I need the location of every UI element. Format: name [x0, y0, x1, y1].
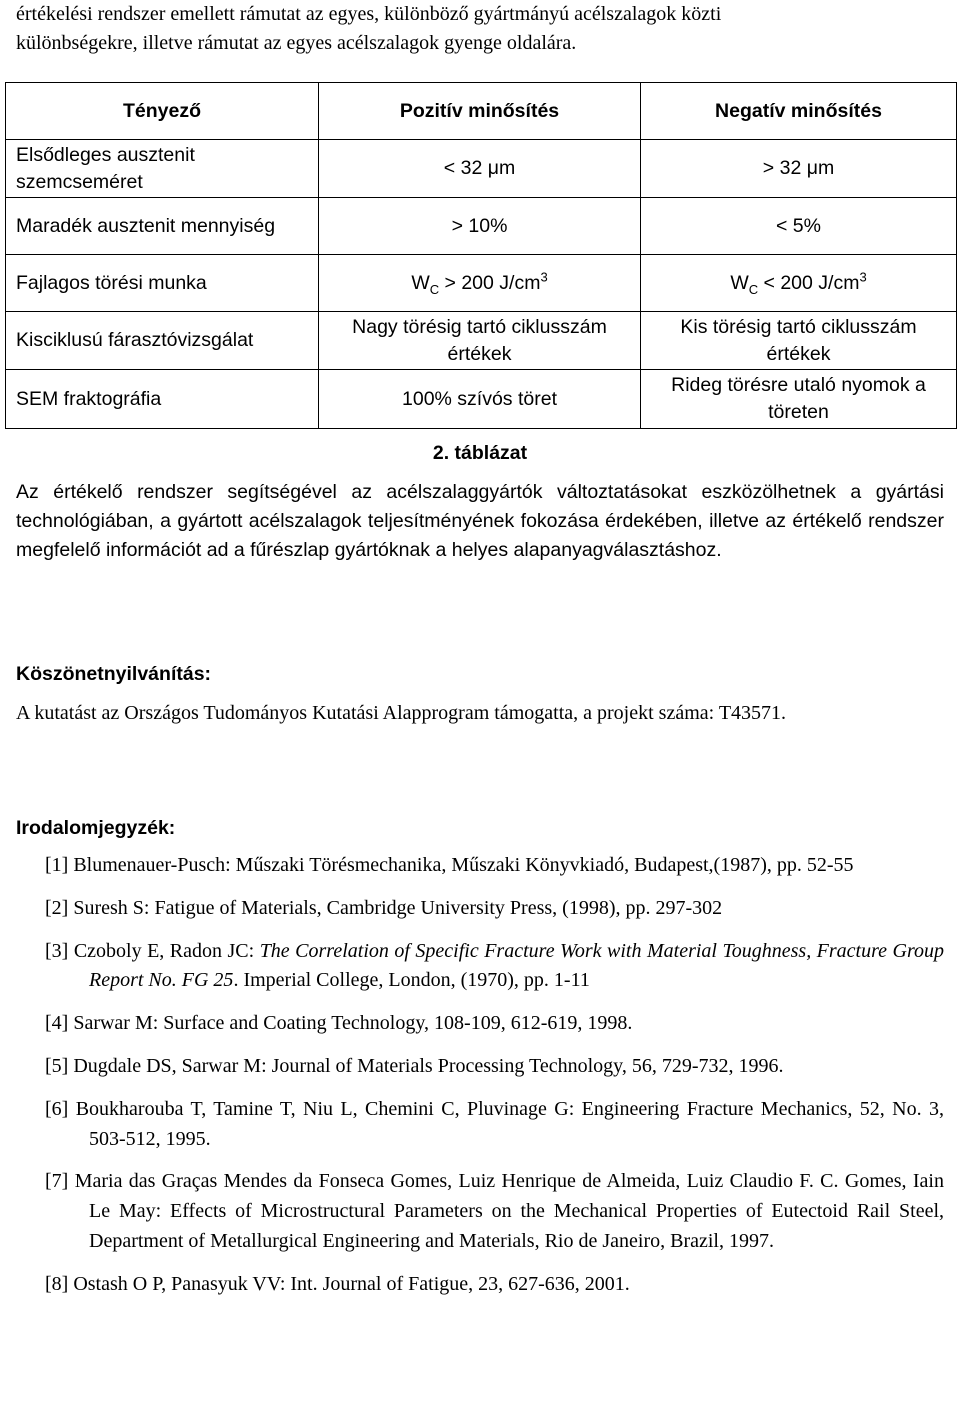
reference-item: [4] Sarwar M: Surface and Coating Technology, 108-109, 612-619, 1998.: [45, 1012, 633, 1035]
reference-item: [8] Ostash O P, Panasyuk VV: Int. Journal of Fatigue, 23, 627-636, 2001.: [45, 1272, 630, 1295]
table-header-row: [6, 83, 957, 140]
table-row: [6, 140, 957, 198]
header-negative: Negatív minősítés: [641, 83, 957, 140]
cell-factor: Elsődleges ausztenit szemcseméret: [6, 140, 319, 198]
acknowledgement-text: A kutatást az Országos Tudományos Kutatási Alapprogram támogatta, a projekt száma: T43571.: [16, 702, 787, 724]
cell-negative: > 32 μm: [641, 140, 957, 198]
intro-line-1: értékelési rendszer emellett rámutat az egyes, különböző gyártmányú acélszalagok közti: [16, 3, 722, 25]
reference-item: [3] Czoboly E, Radon JC: The Correlation of Specific Fracture Work with Material Toughness, Fracture Group Report No. FG 25. Imperial College, London, (1970), pp. 1-11: [45, 939, 945, 992]
intro-paragraph: [16, 0, 944, 58]
cell-negative: Rideg törésre utaló nyomok a töreten: [641, 370, 957, 429]
cell-negative: $W_C < 200$ $J/cm^3$: [641, 255, 957, 312]
table-row: [6, 312, 957, 370]
conclusion-paragraph: Az értékelő rendszer segítségével az acélszalaggyártók változtatásokat eszközölhetnek a gyártási technológiában, a gyártott acélszalagok teljesítményének fokozása érdekében, illetve az értékelő rendszer megfelelő információt ad a fűrészlap gyártóknak a helyes alapanyagválasztáshoz.: [16, 481, 944, 562]
cell-factor: Fajlagos törési munka: [6, 255, 319, 312]
cell-factor: Kisciklusú fárasztóvizsgálat: [6, 312, 319, 370]
cell-positive: > 10%: [319, 198, 641, 255]
acknowledgement-heading: Köszönetnyilvánítás:: [16, 663, 212, 685]
reference-item: [5] Dugdale DS, Sarwar M: Journal of Materials Processing Technology, 56, 729-732, 1996.: [45, 1054, 784, 1077]
header-factor: Tényező: [6, 83, 319, 140]
reference-item: [2] Suresh S: Fatigue of Materials, Cambridge University Press, (1998), pp. 297-302: [45, 896, 723, 919]
cell-factor: SEM fraktográfia: [6, 370, 319, 429]
evaluation-table: [5, 82, 957, 429]
reference-item: [7] Maria das Graças Mendes da Fonseca Gomes, Luiz Henrique de Almeida, Luiz Claudio F. C. Gomes, Iain Le May: Effects of Microstructural Parameters on the Mechanical Properties of Eutectoid Rail Steel, Department of Metallurgical Engineering and Materials, Rio de Janeiro, Brazil, 1997.: [45, 1170, 944, 1252]
cell-positive: $W_C > 200$ $J/cm^3$: [319, 255, 641, 312]
cell-negative: < 5%: [641, 198, 957, 255]
reference-item: [1] Blumenauer-Pusch: Műszaki Törésmechanika, Műszaki Könyvkiadó, Budapest,(1987), pp. 52-55: [45, 854, 854, 876]
header-positive: Pozitív minősítés: [319, 83, 641, 140]
cell-positive: 100% szívós töret: [319, 370, 641, 429]
cell-positive: Nagy törésig tartó ciklusszám értékek: [319, 312, 641, 370]
table-row: [6, 370, 957, 429]
table-caption: 2. táblázat: [432, 442, 528, 464]
cell-positive: < 32 μm: [319, 140, 641, 198]
table-row: [6, 198, 957, 255]
table-row: [6, 255, 957, 312]
reference-item: [6] Boukharouba T, Tamine T, Niu L, Chemini C, Pluvinage G: Engineering Fracture Mechanics, 52, No. 3, 503-512, 1995.: [45, 1097, 944, 1150]
intro-line-2: különbségekre, illetve rámutat az egyes acélszalagok gyenge oldalára.: [16, 32, 577, 54]
references-heading: Irodalomjegyzék:: [16, 817, 176, 839]
references-list: [45, 851, 944, 1313]
cell-factor: Maradék ausztenit mennyiség: [6, 198, 319, 255]
cell-negative: Kis törésig tartó ciklusszám értékek: [641, 312, 957, 370]
